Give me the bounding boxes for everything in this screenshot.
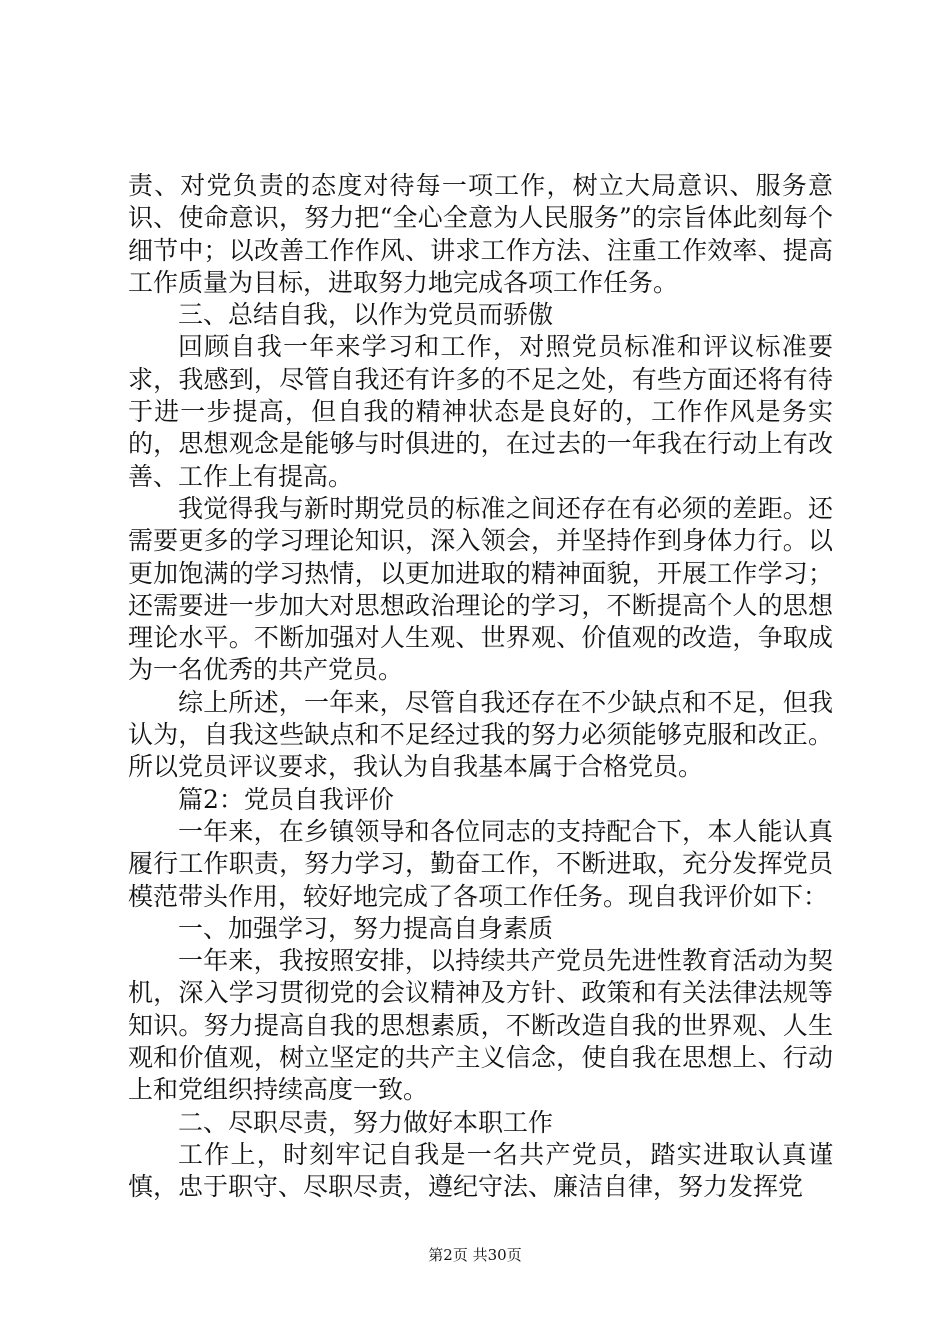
document-body <box>128 170 833 1204</box>
paragraph: 综上所述，一年来，尽管自我还存在不少缺点和不足，但我认为，自我这些缺点和不足经过我的努力必须能够克服和改正。所以党员评议要求，我认为自我基本属于合格党员。 <box>128 687 833 782</box>
paragraph: 工作上，时刻牢记自我是一名共产党员，踏实进取认真谨慎，忠于职守、尽职尽责，遵纪守法、廉洁自律，努力发挥党 <box>128 1139 833 1202</box>
section-heading-duty: 二、尽职尽责，努力做好本职工作 <box>178 1107 554 1137</box>
paragraph: 我觉得我与新时期党员的标准之间还存在有必须的差距。还需要更多的学习理论知识，深入领会，并坚持作到身体力行。以更加饱满的学习热情，以更加进取的精神面貌，开展工作学习；还需要进一步加大对思想政治理论的学习，不断提高个人的思想理论水平。不断加强对人生观、世界观、价值观的改造，争取成为一名优秀的共产党员。 <box>128 493 833 685</box>
paragraph: 一年来，在乡镇领导和各位同志的支持配合下，本人能认真履行工作职责，努力学习，勤奋工作，不断进取，充分发挥党员模范带头作用，较好地完成了各项工作任务。现自我评价如下： <box>128 816 833 911</box>
paragraph-continuation: 责、对党负责的态度对待每一项工作，树立大局意识、服务意识、使命意识，努力把“全心全意为人民服务”的宗旨体此刻每个细节中；以改善工作作风、讲求工作方法、注重工作效率、提高工作质量为目标，进取努力地完成各项工作任务。 <box>128 171 833 297</box>
section-heading-summary: 三、总结自我，以作为党员而骄傲 <box>178 300 554 330</box>
paragraph: 回顾自我一年来学习和工作，对照党员标准和评议标准要求，我感到，尽管自我还有许多的不足之处，有些方面还将有待于进一步提高，但自我的精神状态是良好的，工作作风是务实的，思想观念是能够与时俱进的，在过去的一年我在行动上有改善、工作上有提高。 <box>128 332 833 491</box>
article-heading: 篇2：党员自我评价 <box>178 784 394 814</box>
page-footer: 第2页 共30页 <box>428 1246 522 1264</box>
section-heading-study: 一、加强学习，努力提高自身素质 <box>178 913 554 943</box>
paragraph: 一年来，我按照安排，以持续共产党员先进性教育活动为契机，深入学习贯彻党的会议精神及方针、政策和有关法律法规等知识。努力提高自我的思想素质，不断改造自我的世界观、人生观和价值观，树立坚定的共产主义信念，使自我在思想上、行动上和党组织持续高度一致。 <box>128 946 833 1105</box>
